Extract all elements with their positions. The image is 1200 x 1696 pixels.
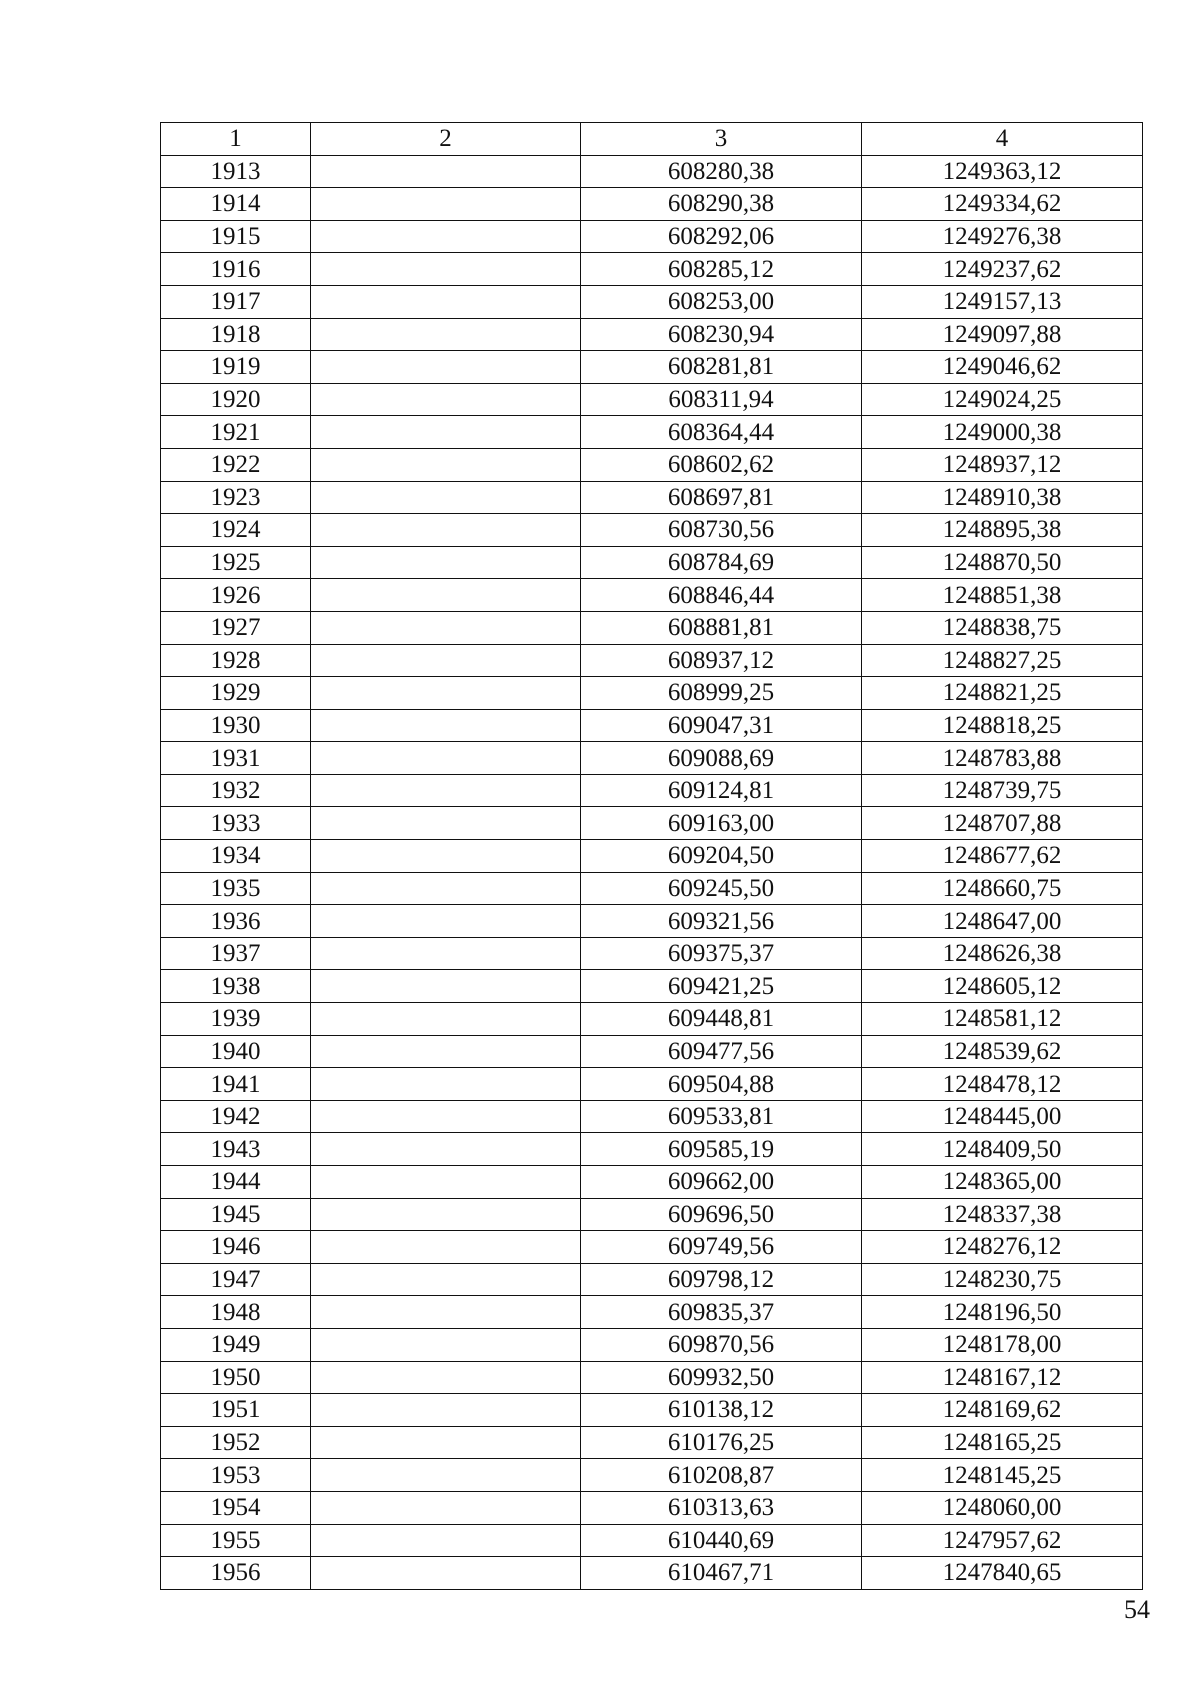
table-row: [161, 970, 1143, 1003]
point-number-cell: 1927: [161, 611, 311, 644]
table-row: [161, 742, 1143, 775]
coordinate-x-cell: 608364,44: [581, 416, 862, 449]
coordinate-y-cell: 1249276,38: [862, 220, 1143, 253]
coordinate-y-cell: 1248409,50: [862, 1133, 1143, 1166]
table-row: [161, 220, 1143, 253]
table-row: [161, 546, 1143, 579]
coordinate-x-cell: 609798,12: [581, 1263, 862, 1296]
table-row: [161, 1459, 1143, 1492]
empty-cell: [311, 416, 581, 449]
point-number-cell: 1937: [161, 937, 311, 970]
empty-cell: [311, 1328, 581, 1361]
table-row: [161, 448, 1143, 481]
empty-cell: [311, 1524, 581, 1557]
empty-cell: [311, 285, 581, 318]
column-header-2: 2: [311, 123, 581, 156]
point-number-cell: 1920: [161, 383, 311, 416]
coordinate-y-cell: 1248739,75: [862, 774, 1143, 807]
coordinate-y-cell: 1248060,00: [862, 1491, 1143, 1524]
table-row: [161, 1491, 1143, 1524]
point-number-cell: 1955: [161, 1524, 311, 1557]
empty-cell: [311, 579, 581, 612]
coordinate-x-cell: 609421,25: [581, 970, 862, 1003]
empty-cell: [311, 807, 581, 840]
coordinate-y-cell: 1247957,62: [862, 1524, 1143, 1557]
table-row: [161, 774, 1143, 807]
table-row: [161, 383, 1143, 416]
coordinate-y-cell: 1248895,38: [862, 514, 1143, 547]
coordinate-y-cell: 1248707,88: [862, 807, 1143, 840]
table-row: [161, 1100, 1143, 1133]
coordinate-y-cell: 1248337,38: [862, 1198, 1143, 1231]
point-number-cell: 1917: [161, 285, 311, 318]
point-number-cell: 1944: [161, 1166, 311, 1199]
table-header-row: [161, 123, 1143, 156]
table-row: [161, 318, 1143, 351]
table-row: [161, 351, 1143, 384]
coordinate-y-cell: 1248167,12: [862, 1361, 1143, 1394]
table-row: [161, 807, 1143, 840]
empty-cell: [311, 514, 581, 547]
coordinate-x-cell: 609662,00: [581, 1166, 862, 1199]
empty-cell: [311, 644, 581, 677]
point-number-cell: 1913: [161, 155, 311, 188]
coordinate-y-cell: 1248818,25: [862, 709, 1143, 742]
coordinate-x-cell: 608290,38: [581, 188, 862, 221]
coordinate-y-cell: 1248827,25: [862, 644, 1143, 677]
table-row: [161, 1328, 1143, 1361]
coordinate-x-cell: 610313,63: [581, 1491, 862, 1524]
empty-cell: [311, 1133, 581, 1166]
point-number-cell: 1940: [161, 1035, 311, 1068]
coordinate-x-cell: 609245,50: [581, 872, 862, 905]
empty-cell: [311, 383, 581, 416]
table-row: [161, 840, 1143, 873]
empty-cell: [311, 774, 581, 807]
table-row: [161, 481, 1143, 514]
coordinate-x-cell: 608280,38: [581, 155, 862, 188]
coordinate-y-cell: 1248230,75: [862, 1263, 1143, 1296]
coordinate-y-cell: 1248821,25: [862, 677, 1143, 710]
point-number-cell: 1942: [161, 1100, 311, 1133]
table-row: [161, 1003, 1143, 1036]
column-header-4: 4: [862, 123, 1143, 156]
coordinate-x-cell: 609321,56: [581, 905, 862, 938]
point-number-cell: 1934: [161, 840, 311, 873]
point-number-cell: 1951: [161, 1394, 311, 1427]
empty-cell: [311, 1068, 581, 1101]
point-number-cell: 1914: [161, 188, 311, 221]
coordinate-y-cell: 1248276,12: [862, 1231, 1143, 1264]
empty-cell: [311, 677, 581, 710]
empty-cell: [311, 1394, 581, 1427]
coordinate-y-cell: 1248605,12: [862, 970, 1143, 1003]
point-number-cell: 1919: [161, 351, 311, 384]
point-number-cell: 1953: [161, 1459, 311, 1492]
coordinate-x-cell: 609204,50: [581, 840, 862, 873]
coordinate-y-cell: 1248626,38: [862, 937, 1143, 970]
table-row: [161, 677, 1143, 710]
coordinate-x-cell: 610138,12: [581, 1394, 862, 1427]
coordinate-x-cell: 609696,50: [581, 1198, 862, 1231]
table-row: [161, 709, 1143, 742]
table-row: [161, 514, 1143, 547]
coordinate-x-cell: 608311,94: [581, 383, 862, 416]
coordinate-x-cell: 610467,71: [581, 1557, 862, 1590]
empty-cell: [311, 1231, 581, 1264]
coordinate-y-cell: 1248365,00: [862, 1166, 1143, 1199]
point-number-cell: 1931: [161, 742, 311, 775]
empty-cell: [311, 872, 581, 905]
coordinate-x-cell: 609163,00: [581, 807, 862, 840]
coordinate-x-cell: 610208,87: [581, 1459, 862, 1492]
table-row: [161, 1557, 1143, 1590]
empty-cell: [311, 1100, 581, 1133]
empty-cell: [311, 253, 581, 286]
coordinate-x-cell: 610176,25: [581, 1426, 862, 1459]
empty-cell: [311, 155, 581, 188]
point-number-cell: 1941: [161, 1068, 311, 1101]
coordinate-x-cell: 609870,56: [581, 1328, 862, 1361]
coordinate-y-cell: 1248169,62: [862, 1394, 1143, 1427]
coordinate-y-cell: 1249237,62: [862, 253, 1143, 286]
empty-cell: [311, 188, 581, 221]
coordinate-x-cell: 609835,37: [581, 1296, 862, 1329]
table-row: [161, 1198, 1143, 1231]
point-number-cell: 1928: [161, 644, 311, 677]
coordinate-y-cell: 1247840,65: [862, 1557, 1143, 1590]
point-number-cell: 1930: [161, 709, 311, 742]
coordinate-y-cell: 1248445,00: [862, 1100, 1143, 1133]
point-number-cell: 1916: [161, 253, 311, 286]
table-row: [161, 253, 1143, 286]
coordinate-x-cell: 609533,81: [581, 1100, 862, 1133]
table-row: [161, 285, 1143, 318]
coordinate-x-cell: 608999,25: [581, 677, 862, 710]
point-number-cell: 1929: [161, 677, 311, 710]
table-row: [161, 1166, 1143, 1199]
table-body: [161, 155, 1143, 1589]
coordinate-y-cell: 1249024,25: [862, 383, 1143, 416]
table-row: [161, 416, 1143, 449]
coordinate-x-cell: 609448,81: [581, 1003, 862, 1036]
coordinate-x-cell: 608937,12: [581, 644, 862, 677]
table-row: [161, 579, 1143, 612]
coordinate-y-cell: 1248783,88: [862, 742, 1143, 775]
coordinate-x-cell: 610440,69: [581, 1524, 862, 1557]
coordinate-x-cell: 609585,19: [581, 1133, 862, 1166]
coordinate-y-cell: 1248539,62: [862, 1035, 1143, 1068]
coordinate-x-cell: 608784,69: [581, 546, 862, 579]
page-number: 54: [1124, 1595, 1150, 1624]
empty-cell: [311, 1166, 581, 1199]
column-header-3: 3: [581, 123, 862, 156]
coordinate-y-cell: 1248178,00: [862, 1328, 1143, 1361]
table-row: [161, 1361, 1143, 1394]
empty-cell: [311, 1491, 581, 1524]
coordinate-x-cell: 609477,56: [581, 1035, 862, 1068]
point-number-cell: 1933: [161, 807, 311, 840]
coordinate-x-cell: 609375,37: [581, 937, 862, 970]
coordinate-y-cell: 1248660,75: [862, 872, 1143, 905]
empty-cell: [311, 905, 581, 938]
coordinate-y-cell: 1248145,25: [862, 1459, 1143, 1492]
table-row: [161, 1068, 1143, 1101]
point-number-cell: 1923: [161, 481, 311, 514]
empty-cell: [311, 546, 581, 579]
coordinate-x-cell: 608253,00: [581, 285, 862, 318]
empty-cell: [311, 1557, 581, 1590]
coordinate-y-cell: 1248870,50: [862, 546, 1143, 579]
point-number-cell: 1925: [161, 546, 311, 579]
coordinate-x-cell: 608846,44: [581, 579, 862, 612]
coordinate-x-cell: 608285,12: [581, 253, 862, 286]
coordinate-y-cell: 1249000,38: [862, 416, 1143, 449]
coordinate-x-cell: 609124,81: [581, 774, 862, 807]
point-number-cell: 1924: [161, 514, 311, 547]
point-number-cell: 1938: [161, 970, 311, 1003]
empty-cell: [311, 1035, 581, 1068]
table-row: [161, 644, 1143, 677]
point-number-cell: 1950: [161, 1361, 311, 1394]
point-number-cell: 1918: [161, 318, 311, 351]
point-number-cell: 1932: [161, 774, 311, 807]
point-number-cell: 1952: [161, 1426, 311, 1459]
coordinate-y-cell: 1248196,50: [862, 1296, 1143, 1329]
table-row: [161, 905, 1143, 938]
empty-cell: [311, 1263, 581, 1296]
table-row: [161, 1263, 1143, 1296]
table-row: [161, 1524, 1143, 1557]
coordinate-x-cell: 608230,94: [581, 318, 862, 351]
table-row: [161, 611, 1143, 644]
coordinate-x-cell: 608697,81: [581, 481, 862, 514]
coordinate-y-cell: 1248677,62: [862, 840, 1143, 873]
coordinate-y-cell: 1249363,12: [862, 155, 1143, 188]
coordinate-x-cell: 609749,56: [581, 1231, 862, 1264]
point-number-cell: 1935: [161, 872, 311, 905]
coordinate-y-cell: 1248838,75: [862, 611, 1143, 644]
coordinate-y-cell: 1248581,12: [862, 1003, 1143, 1036]
empty-cell: [311, 937, 581, 970]
empty-cell: [311, 1426, 581, 1459]
point-number-cell: 1921: [161, 416, 311, 449]
coordinate-x-cell: 608292,06: [581, 220, 862, 253]
empty-cell: [311, 1296, 581, 1329]
empty-cell: [311, 1003, 581, 1036]
point-number-cell: 1943: [161, 1133, 311, 1166]
point-number-cell: 1922: [161, 448, 311, 481]
empty-cell: [311, 840, 581, 873]
point-number-cell: 1949: [161, 1328, 311, 1361]
table-row: [161, 1296, 1143, 1329]
table-row: [161, 1231, 1143, 1264]
empty-cell: [311, 742, 581, 775]
coordinate-y-cell: 1249157,13: [862, 285, 1143, 318]
table-row: [161, 188, 1143, 221]
point-number-cell: 1926: [161, 579, 311, 612]
coordinate-y-cell: 1249097,88: [862, 318, 1143, 351]
point-number-cell: 1936: [161, 905, 311, 938]
empty-cell: [311, 1361, 581, 1394]
table-row: [161, 1426, 1143, 1459]
coordinate-x-cell: 609047,31: [581, 709, 862, 742]
coordinates-table: [160, 122, 1143, 1590]
point-number-cell: 1915: [161, 220, 311, 253]
point-number-cell: 1945: [161, 1198, 311, 1231]
point-number-cell: 1956: [161, 1557, 311, 1590]
coordinate-y-cell: 1248910,38: [862, 481, 1143, 514]
coordinate-x-cell: 609088,69: [581, 742, 862, 775]
coordinate-x-cell: 609504,88: [581, 1068, 862, 1101]
coordinate-x-cell: 608281,81: [581, 351, 862, 384]
table-row: [161, 1035, 1143, 1068]
coordinate-y-cell: 1248937,12: [862, 448, 1143, 481]
point-number-cell: 1946: [161, 1231, 311, 1264]
coordinate-y-cell: 1249046,62: [862, 351, 1143, 384]
table-row: [161, 937, 1143, 970]
empty-cell: [311, 970, 581, 1003]
point-number-cell: 1954: [161, 1491, 311, 1524]
coordinate-y-cell: 1249334,62: [862, 188, 1143, 221]
empty-cell: [311, 709, 581, 742]
empty-cell: [311, 448, 581, 481]
coordinate-x-cell: 608602,62: [581, 448, 862, 481]
coordinate-y-cell: 1248647,00: [862, 905, 1143, 938]
empty-cell: [311, 220, 581, 253]
coordinate-x-cell: 608881,81: [581, 611, 862, 644]
coordinate-x-cell: 609932,50: [581, 1361, 862, 1394]
point-number-cell: 1948: [161, 1296, 311, 1329]
point-number-cell: 1947: [161, 1263, 311, 1296]
empty-cell: [311, 611, 581, 644]
empty-cell: [311, 1198, 581, 1231]
empty-cell: [311, 1459, 581, 1492]
coordinate-x-cell: 608730,56: [581, 514, 862, 547]
empty-cell: [311, 481, 581, 514]
table-row: [161, 872, 1143, 905]
table-row: [161, 1133, 1143, 1166]
table-row: [161, 155, 1143, 188]
empty-cell: [311, 318, 581, 351]
point-number-cell: 1939: [161, 1003, 311, 1036]
coordinate-y-cell: 1248851,38: [862, 579, 1143, 612]
coordinate-y-cell: 1248165,25: [862, 1426, 1143, 1459]
table-row: [161, 1394, 1143, 1427]
empty-cell: [311, 351, 581, 384]
column-header-1: 1: [161, 123, 311, 156]
coordinate-y-cell: 1248478,12: [862, 1068, 1143, 1101]
